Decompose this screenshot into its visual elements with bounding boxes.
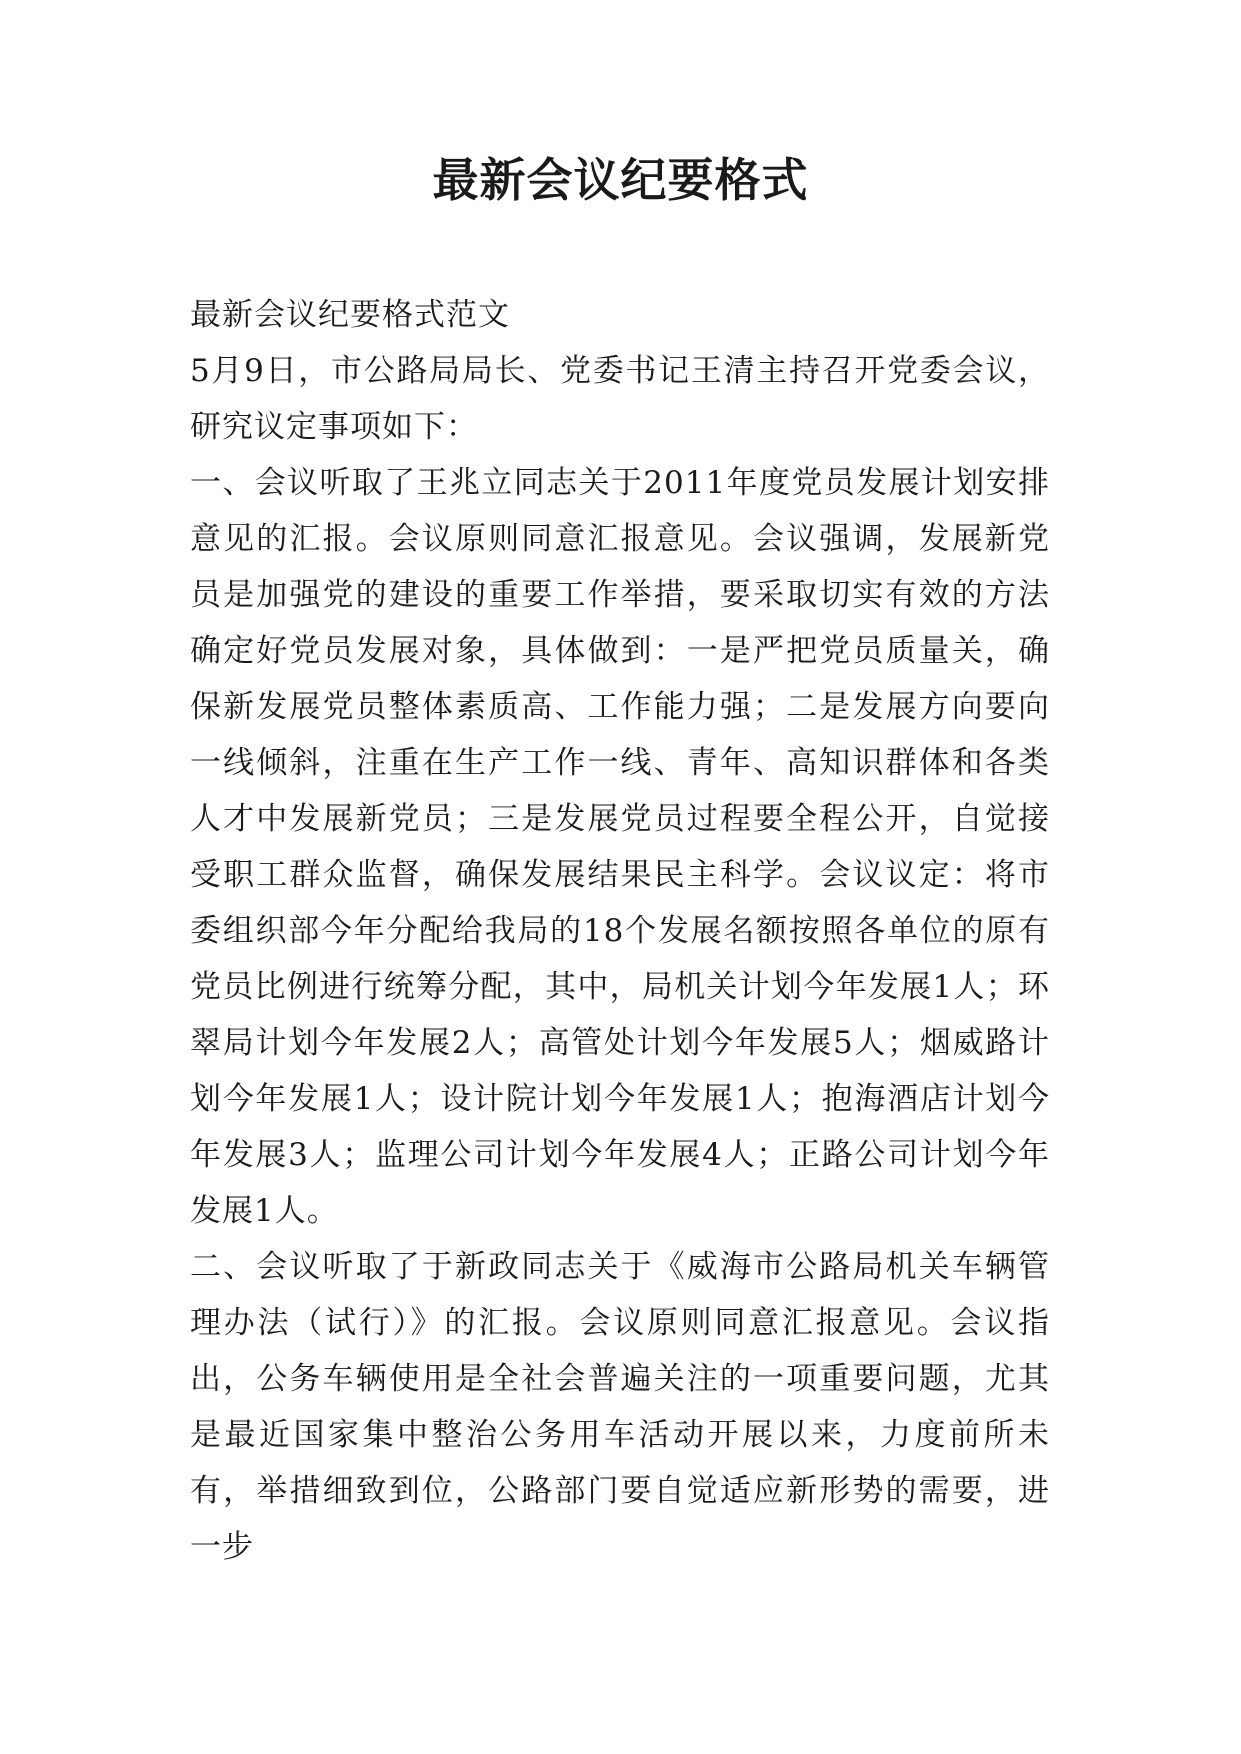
paragraph-meeting-intro: 5月9日，市公路局局长、党委书记王清主持召开党委会议，研究议定事项如下： <box>190 353 1050 445</box>
document-subtitle: 最新会议纪要格式范文 <box>190 297 510 333</box>
paragraph-item-one: 一、会议听取了王兆立同志关于2011年度党员发展计划安排意见的汇报。会议原则同意汇报意见。会议强调，发展新党员是加强党的建设的重要工作举措，要采取切实有效的方法确定好党员发展对象，具体做到：一是严把党员质量关，确保新发展党员整体素质高、工作能力强；二是发展方向要向一线倾斜，注重在生产工作一线、青年、高知识群体和各类人才中发展新党员；三是发展党员过程要全程公开，自觉接受职工群众监督，确保发展结果民主科学。会议议定：将市委组织部今年分配给我局的18个发展名额按照各单位的原有党员比例进行统筹分配，其中，局机关计划今年发展1人；环翠局计划今年发展2人；高管处计划今年发展5人；烟威路计划今年发展1人；设计院计划今年发展1人；抱海酒店计划今年发展3人；监理公司计划今年发展4人；正路公司计划今年发展1人。 <box>190 465 1050 1229</box>
document-title: 最新会议纪要格式 <box>432 153 809 207</box>
paragraph-item-two: 二、会议听取了于新政同志关于《威海市公路局机关车辆管理办法（试行）》的汇报。会议原则同意汇报意见。会议指出，公务车辆使用是全社会普遍关注的一项重要问题，尤其是最近国家集中整治公务用车活动开展以来，力度前所未有，举措细致到位，公路部门要自觉适应新形势的需要，进一步 <box>190 1249 1050 1565</box>
document-body <box>190 287 1050 1575</box>
